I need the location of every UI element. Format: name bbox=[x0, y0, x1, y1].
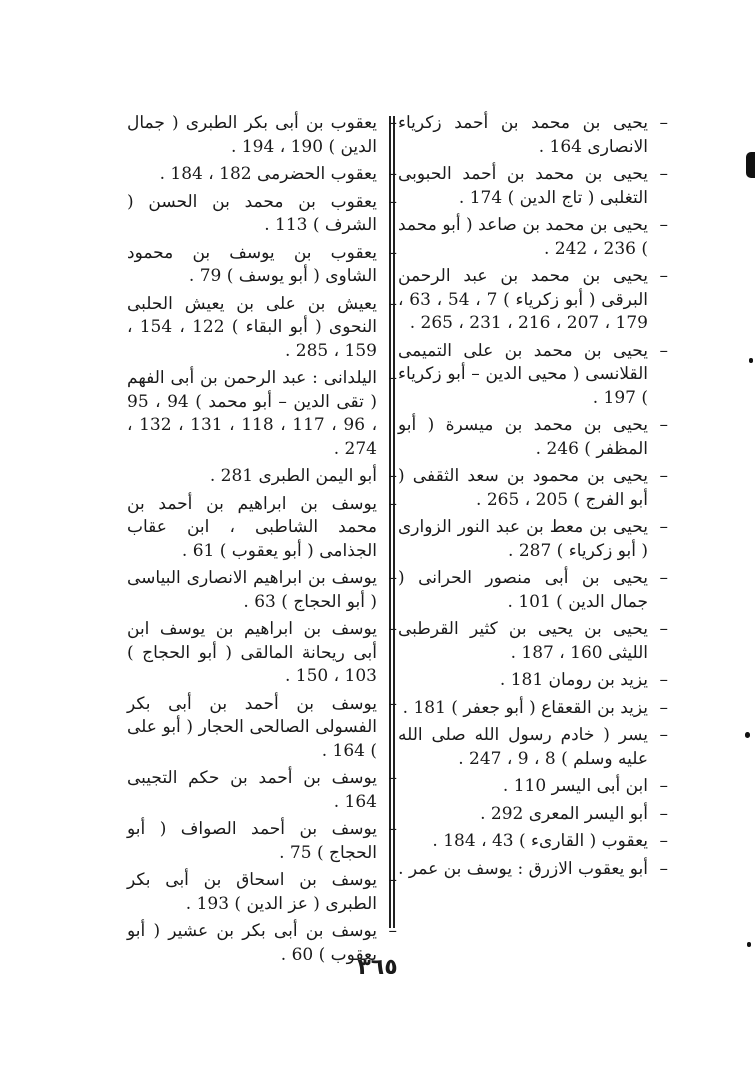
entry-text: يحيى بن محمد بن أحمد الحبوبى التغلبى ( تاج الدين ) 174 . bbox=[398, 164, 648, 208]
index-entry bbox=[398, 669, 668, 693]
entry-dash: – bbox=[388, 164, 397, 184]
entry-text: يعقوب ( القارىء ) 43 ، 184 . bbox=[432, 831, 648, 851]
index-entry bbox=[398, 724, 668, 771]
index-entry bbox=[398, 618, 668, 665]
entry-dash: – bbox=[388, 693, 397, 714]
index-entry bbox=[398, 858, 668, 882]
entry-dash: – bbox=[659, 164, 668, 184]
entry-dash: – bbox=[388, 568, 397, 588]
entry-text: يحيى بن محمد بن أحمد زكرياء الانصارى 164 . bbox=[398, 113, 648, 157]
index-entry bbox=[127, 191, 397, 238]
entry-dash: – bbox=[659, 725, 668, 745]
entry-dash: – bbox=[659, 568, 668, 588]
index-column-right bbox=[398, 112, 668, 885]
index-column-left bbox=[127, 112, 397, 971]
entry-text: اليلدانى : عبد الرحمن بن أبى الفهم ( تقى الدين – أبو محمد ) 94 ، 95 ، 96 ، 117 ، 118 ، 131 ، 132 ، 274 . bbox=[127, 368, 378, 459]
index-entry bbox=[127, 293, 397, 364]
entry-text: يحيى بن محمد بن عبد الرحمن البرقى ( أبو زكرياء ) 7 ، 54 ، 63 ، 179 ، 207 ، 216 ، 231 ، 265 . bbox=[398, 266, 648, 333]
index-entry bbox=[398, 265, 668, 336]
entry-text: يحيى بن محمد بن صاعد ( أبو محمد ) 236 ، 242 . bbox=[398, 215, 648, 259]
index-entry bbox=[127, 112, 397, 159]
index-entry bbox=[398, 697, 668, 721]
entry-dash: – bbox=[659, 776, 668, 796]
entry-dash: – bbox=[659, 803, 668, 824]
scan-edge-mark bbox=[746, 152, 755, 178]
entry-dash: – bbox=[388, 493, 397, 514]
entry-dash: – bbox=[659, 415, 668, 435]
index-entry bbox=[398, 414, 668, 461]
entry-dash: – bbox=[659, 858, 668, 879]
entry-dash: – bbox=[388, 819, 397, 839]
entry-dash: – bbox=[659, 266, 668, 286]
entry-dash: – bbox=[659, 697, 668, 718]
index-entry bbox=[398, 567, 668, 614]
page-number: ٣٦٥ bbox=[357, 955, 398, 980]
entry-dash: – bbox=[388, 619, 397, 639]
entry-text: ابن أبى اليسر 110 . bbox=[502, 776, 648, 796]
entry-dash: – bbox=[388, 368, 397, 388]
entry-text: أبو اليمن الطبرى 281 . bbox=[209, 466, 377, 486]
entry-text: يحيى بن أبى منصور الحرانى ( جمال الدين ) 101 . bbox=[398, 568, 648, 612]
index-entry bbox=[127, 618, 397, 689]
entry-text: يسر ( خادم رسول الله صلى الله عليه وسلم ) 8 ، 9 ، 247 . bbox=[398, 725, 648, 769]
index-entry bbox=[398, 803, 668, 827]
entry-text: يوسف بن أحمد بن أبى بكر الفسولى الصالحى الحجار ( أبو على ) 164 . bbox=[127, 693, 377, 761]
entry-dash: – bbox=[388, 768, 397, 788]
entry-dash: – bbox=[659, 215, 668, 235]
index-entry bbox=[127, 242, 397, 289]
scan-edge-mark bbox=[749, 358, 753, 363]
index-entry bbox=[127, 767, 397, 814]
index-entry bbox=[398, 516, 668, 563]
index-entry bbox=[127, 367, 397, 461]
index-entry bbox=[127, 493, 397, 564]
entry-text: يزيد بن رومان 181 . bbox=[499, 670, 648, 690]
entry-dash: – bbox=[659, 466, 668, 486]
entry-text: يحيى بن معط بن عبد النور الزوارى ( أبو زكرياء ) 287 . bbox=[398, 517, 648, 561]
index-entry bbox=[127, 465, 397, 489]
entry-dash: – bbox=[659, 670, 668, 690]
entry-text: يوسف بن أحمد بن حكم التجيبى 164 . bbox=[127, 768, 377, 812]
scan-edge-mark bbox=[745, 732, 750, 738]
entry-text: يعقوب بن يوسف بن محمود الشاوى ( أبو يوسف ) 79 . bbox=[127, 242, 377, 286]
entry-text: يعيش بن على بن يعيش الحلبى النحوى ( أبو البقاء ) 122 ، 154 ، 159 ، 285 . bbox=[127, 293, 378, 361]
entry-dash: – bbox=[388, 191, 397, 212]
index-entry bbox=[398, 112, 668, 159]
index-entry bbox=[398, 465, 668, 512]
entry-text: يوسف بن أحمد الصواف ( أبو الحجاج ) 75 . bbox=[127, 819, 377, 863]
index-entry bbox=[127, 567, 397, 614]
entry-text: يحيى بن محمد بن ميسرة ( أبو المظفر ) 246 . bbox=[398, 415, 648, 459]
scan-edge-mark bbox=[747, 942, 751, 947]
entry-dash: – bbox=[388, 113, 397, 133]
index-entry bbox=[127, 163, 397, 187]
entry-dash: – bbox=[388, 466, 397, 486]
index-entry bbox=[127, 693, 397, 764]
entry-dash: – bbox=[659, 340, 668, 361]
entry-dash: – bbox=[659, 831, 668, 851]
entry-dash: – bbox=[659, 619, 668, 639]
index-entry bbox=[398, 163, 668, 210]
entry-dash: – bbox=[659, 113, 668, 133]
entry-text: يعقوب الحضرمى 182 ، 184 . bbox=[159, 164, 377, 184]
entry-text: يحيى بن محمود بن سعد الثقفى ( أبو الفرج ) 205 ، 265 . bbox=[398, 466, 648, 510]
index-entry bbox=[127, 869, 397, 916]
index-entry bbox=[398, 214, 668, 261]
index-entry bbox=[127, 818, 397, 865]
entry-text: يحيى بن محمد بن على التميمى القلانسى ( محيى الدين – أبو زكرياء ) 197 . bbox=[398, 340, 648, 408]
entry-text: يوسف بن اسحاق بن أبى بكر الطبرى ( عز الدين ) 193 . bbox=[127, 870, 377, 914]
entry-text: أبو يعقوب الازرق : يوسف بن عمر . bbox=[398, 858, 648, 879]
entry-text: يوسف بن ابراهيم الانصارى البياسى ( أبو الحجاج ) 63 . bbox=[127, 568, 377, 612]
index-entry bbox=[398, 830, 668, 854]
entry-text: أبو اليسر المعرى 292 . bbox=[480, 803, 648, 824]
entry-dash: – bbox=[388, 921, 397, 941]
entry-text: يزيد بن القعقاع ( أبو جعفر ) 181 . bbox=[402, 697, 648, 718]
entry-dash: – bbox=[659, 517, 668, 537]
index-entry bbox=[398, 775, 668, 799]
entry-dash: – bbox=[388, 293, 397, 314]
entry-text: يوسف بن أبى بكر بن عشير ( أبو يعقوب ) 60 . bbox=[127, 921, 377, 965]
entry-text: يحيى بن يحيى بن كثير القرطبى الليثى 160 ، 187 . bbox=[398, 619, 648, 663]
entry-text: يوسف بن ابراهيم بن يوسف ابن أبى ريحانة المالقى ( أبو الحجاج ) 103 ، 150 . bbox=[127, 619, 377, 686]
entry-text: يعقوب بن أبى بكر الطبرى ( جمال الدين ) 190 ، 194 . bbox=[127, 113, 377, 157]
entry-dash: – bbox=[388, 242, 397, 263]
index-entry bbox=[398, 340, 668, 411]
entry-dash: – bbox=[388, 870, 397, 890]
entry-text: يعقوب بن محمد بن الحسن ( الشرف ) 113 . bbox=[127, 191, 377, 235]
entry-text: يوسف بن ابراهيم بن أحمد بن محمد الشاطبى ، ابن عقاب الجذامى ( أبو يعقوب ) 61 . bbox=[127, 493, 377, 561]
